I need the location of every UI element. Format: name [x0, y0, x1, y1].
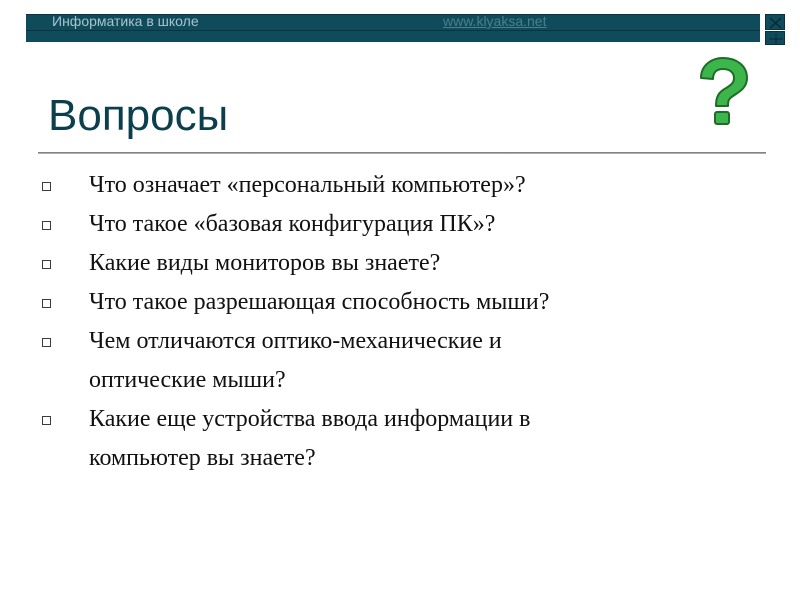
question-text-continued: оптические мыши?: [89, 367, 286, 393]
question-text: Какие еще устройства ввода информации в: [89, 406, 531, 432]
question-text: Что означает «персональный компьютер»?: [89, 172, 526, 198]
square-bullet-icon: [42, 221, 51, 230]
grid-icon: [766, 32, 786, 46]
square-bullet-icon: [42, 338, 51, 347]
question-text: Какие виды мониторов вы знаете?: [89, 250, 441, 276]
list-item: [42, 322, 742, 400]
corner-close-box[interactable]: [765, 14, 785, 30]
header-link[interactable]: www.klyaksa.net: [443, 13, 547, 29]
square-bullet-icon: [42, 299, 51, 308]
header-bar-lower: [26, 31, 760, 42]
question-mark-icon: [693, 56, 753, 128]
header-title: Информатика в школе: [52, 13, 199, 29]
corner-box-lower: [765, 31, 785, 45]
list-item: [42, 205, 742, 244]
title-divider: [38, 152, 766, 154]
question-list: [42, 166, 742, 478]
list-item: [42, 400, 742, 478]
question-text: Что такое «базовая конфигурация ПК»?: [89, 211, 496, 237]
square-bullet-icon: [42, 260, 51, 269]
list-item: [42, 244, 742, 283]
question-text-continued: компьютер вы знаете?: [89, 445, 316, 471]
square-bullet-icon: [42, 416, 51, 425]
list-item: [42, 283, 742, 322]
close-icon: [766, 15, 786, 31]
list-item: [42, 166, 742, 205]
question-text: Чем отличаются оптико-механические и: [89, 328, 502, 354]
slide-title: Вопросы: [48, 91, 229, 140]
question-text: Что такое разрешающая способность мыши?: [89, 289, 550, 315]
square-bullet-icon: [42, 182, 51, 191]
